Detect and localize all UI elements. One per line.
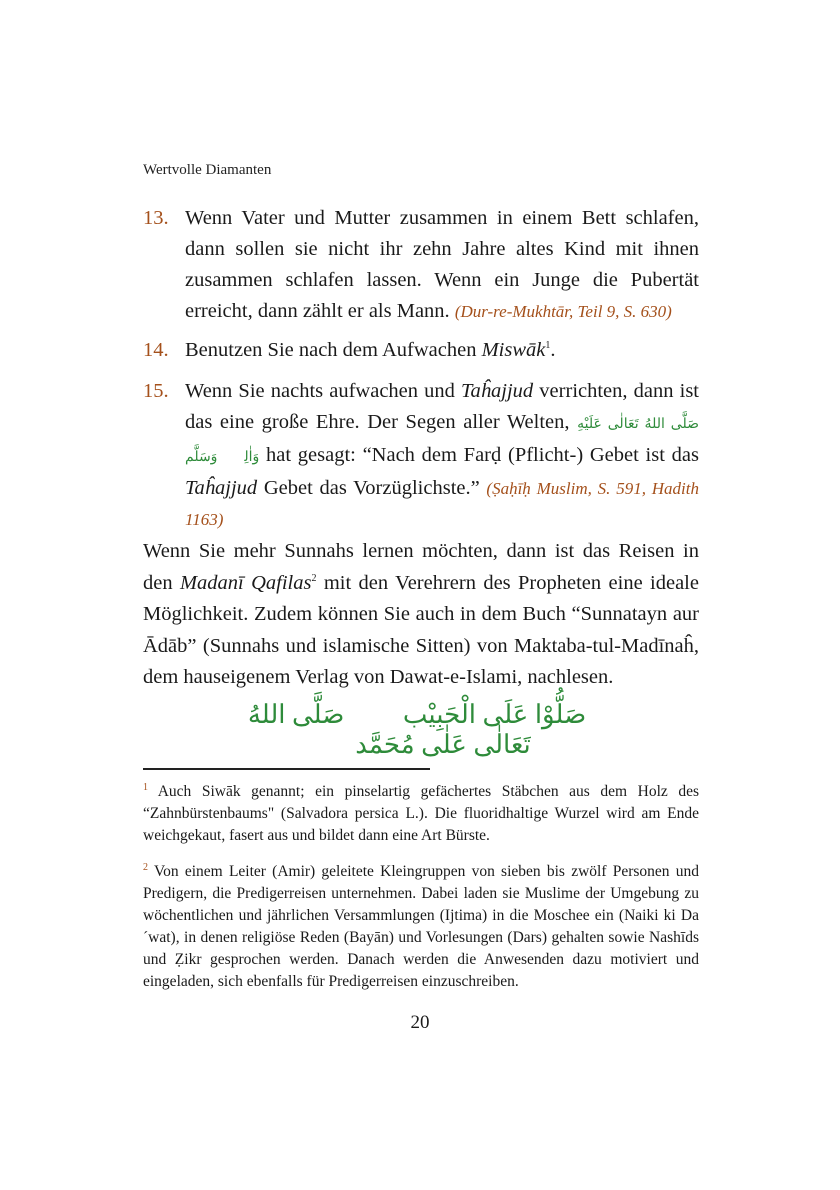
citation: (Ṣaḥīḥ Muslim, S. 591, Hadith 1163) xyxy=(185,479,700,529)
item-text: Benutzen Sie nach dem Aufwachen xyxy=(185,339,482,361)
running-title: Wertvolle Diamanten xyxy=(143,162,272,178)
footnote-text: Von einem Leiter (Amir) geleitete Kleingruppen von sieben bis zwölf Personen und Predigern, die Predigerreisen unternehmen. Dabei laden sie Muslime der Umgebung zu wöchentlichen und jährlichen Versammlungen (Ijtima) in die Moschee ein (Naiki ki Da´wat), in denen religiöse Reden (Bayān) und Vorlesungen (Dars) gehalten sowie Nashīds und Ẓikr gesprochen werden. Danach werden die Anwesenden dazu motiviert und eingeladen, sich ebenfalls für Predigerreisen einzuschreiben. xyxy=(143,863,699,990)
para-text: mit den Verehrern des Propheten eine ideale Möglichkeit. Zudem können Sie auch in dem Buch “Sunnatayn aur Ādāb” (Sunnahs und islamische Sitten) von Maktaba-tul-Madīnaĥ, dem hauseigenem Verlag von Dawat-e-Islami, nachlesen. xyxy=(143,571,699,688)
list-item-13 xyxy=(143,203,699,327)
body-paragraph xyxy=(143,536,699,694)
item-text: Wenn Vater und Mutter zusammen in einem Bett schlafen, dann sollen sie nicht ihr zehn Jahre altes Kind mit ihnen zusammen schlafen lassen. Wenn ein Junge die Pubertät erreicht, dann zählt er als Mann. xyxy=(185,207,699,322)
arabic-durood xyxy=(220,700,640,760)
durood-right: صَلُّوْا عَلَى الْحَبِيْب xyxy=(402,700,587,729)
footnote-ref-1[interactable]: 1 xyxy=(545,340,551,352)
item-body xyxy=(185,335,699,366)
item-number: 13. xyxy=(143,207,169,229)
item-body xyxy=(185,203,699,327)
page-number: 20 xyxy=(410,1012,430,1033)
footnote-marker: 1 xyxy=(143,781,148,793)
item-text: Gebet das Vorzüglichste.” xyxy=(257,477,487,499)
item-text: hat gesagt: “Nach dem Farḍ (Pflicht-) Gebet ist das xyxy=(259,444,699,466)
para-text: Wenn Sie mehr Sunnahs lernen möchten, dann ist das Reisen in den xyxy=(143,540,699,594)
footnote-marker: 2 xyxy=(143,861,148,873)
italic-term: Madanī Qafilas xyxy=(179,571,312,594)
arabic-salutation: صَلَّى اللهُ تَعَالٰى عَلَيْهِ وَاٰلِهٖ وَسَلَّم xyxy=(185,417,699,465)
italic-term: Taĥajjud xyxy=(461,380,534,402)
item-number: 15. xyxy=(143,380,169,402)
footnote-ref-2[interactable]: 2 xyxy=(311,572,317,584)
footnote-1 xyxy=(143,781,699,847)
footnote-text: Auch Siwāk genannt; ein pinselartig gefächertes Stäbchen aus dem Holz des “Zahnbürstenbaums" (Salvadora persica L.). Die fluoridhaltige Wurzel wird am Ende weichgekaut, fasert aus und bildet dann eine Art Bürste. xyxy=(143,783,699,844)
durood-left: صَلَّى اللهُ تَعَالٰى عَلٰى مُحَمَّد xyxy=(247,700,531,759)
footnote-2 xyxy=(143,861,699,993)
footnote-divider xyxy=(143,768,430,770)
item-body xyxy=(185,376,699,535)
item-text: Wenn Sie nachts aufwachen und xyxy=(185,380,462,402)
list-item-15 xyxy=(143,376,699,535)
italic-term: Taĥajjud xyxy=(185,477,258,499)
list-item-14 xyxy=(143,335,699,366)
citation: (Dur-re-Mukhtār, Teil 9, S. 630) xyxy=(454,302,672,321)
item-text: verrichten, dann ist das eine große Ehre. Der Segen aller Welten, xyxy=(185,380,699,433)
item-number: 14. xyxy=(143,339,169,361)
item-text-end: . xyxy=(550,339,556,361)
italic-term: Miswāk xyxy=(481,339,546,361)
